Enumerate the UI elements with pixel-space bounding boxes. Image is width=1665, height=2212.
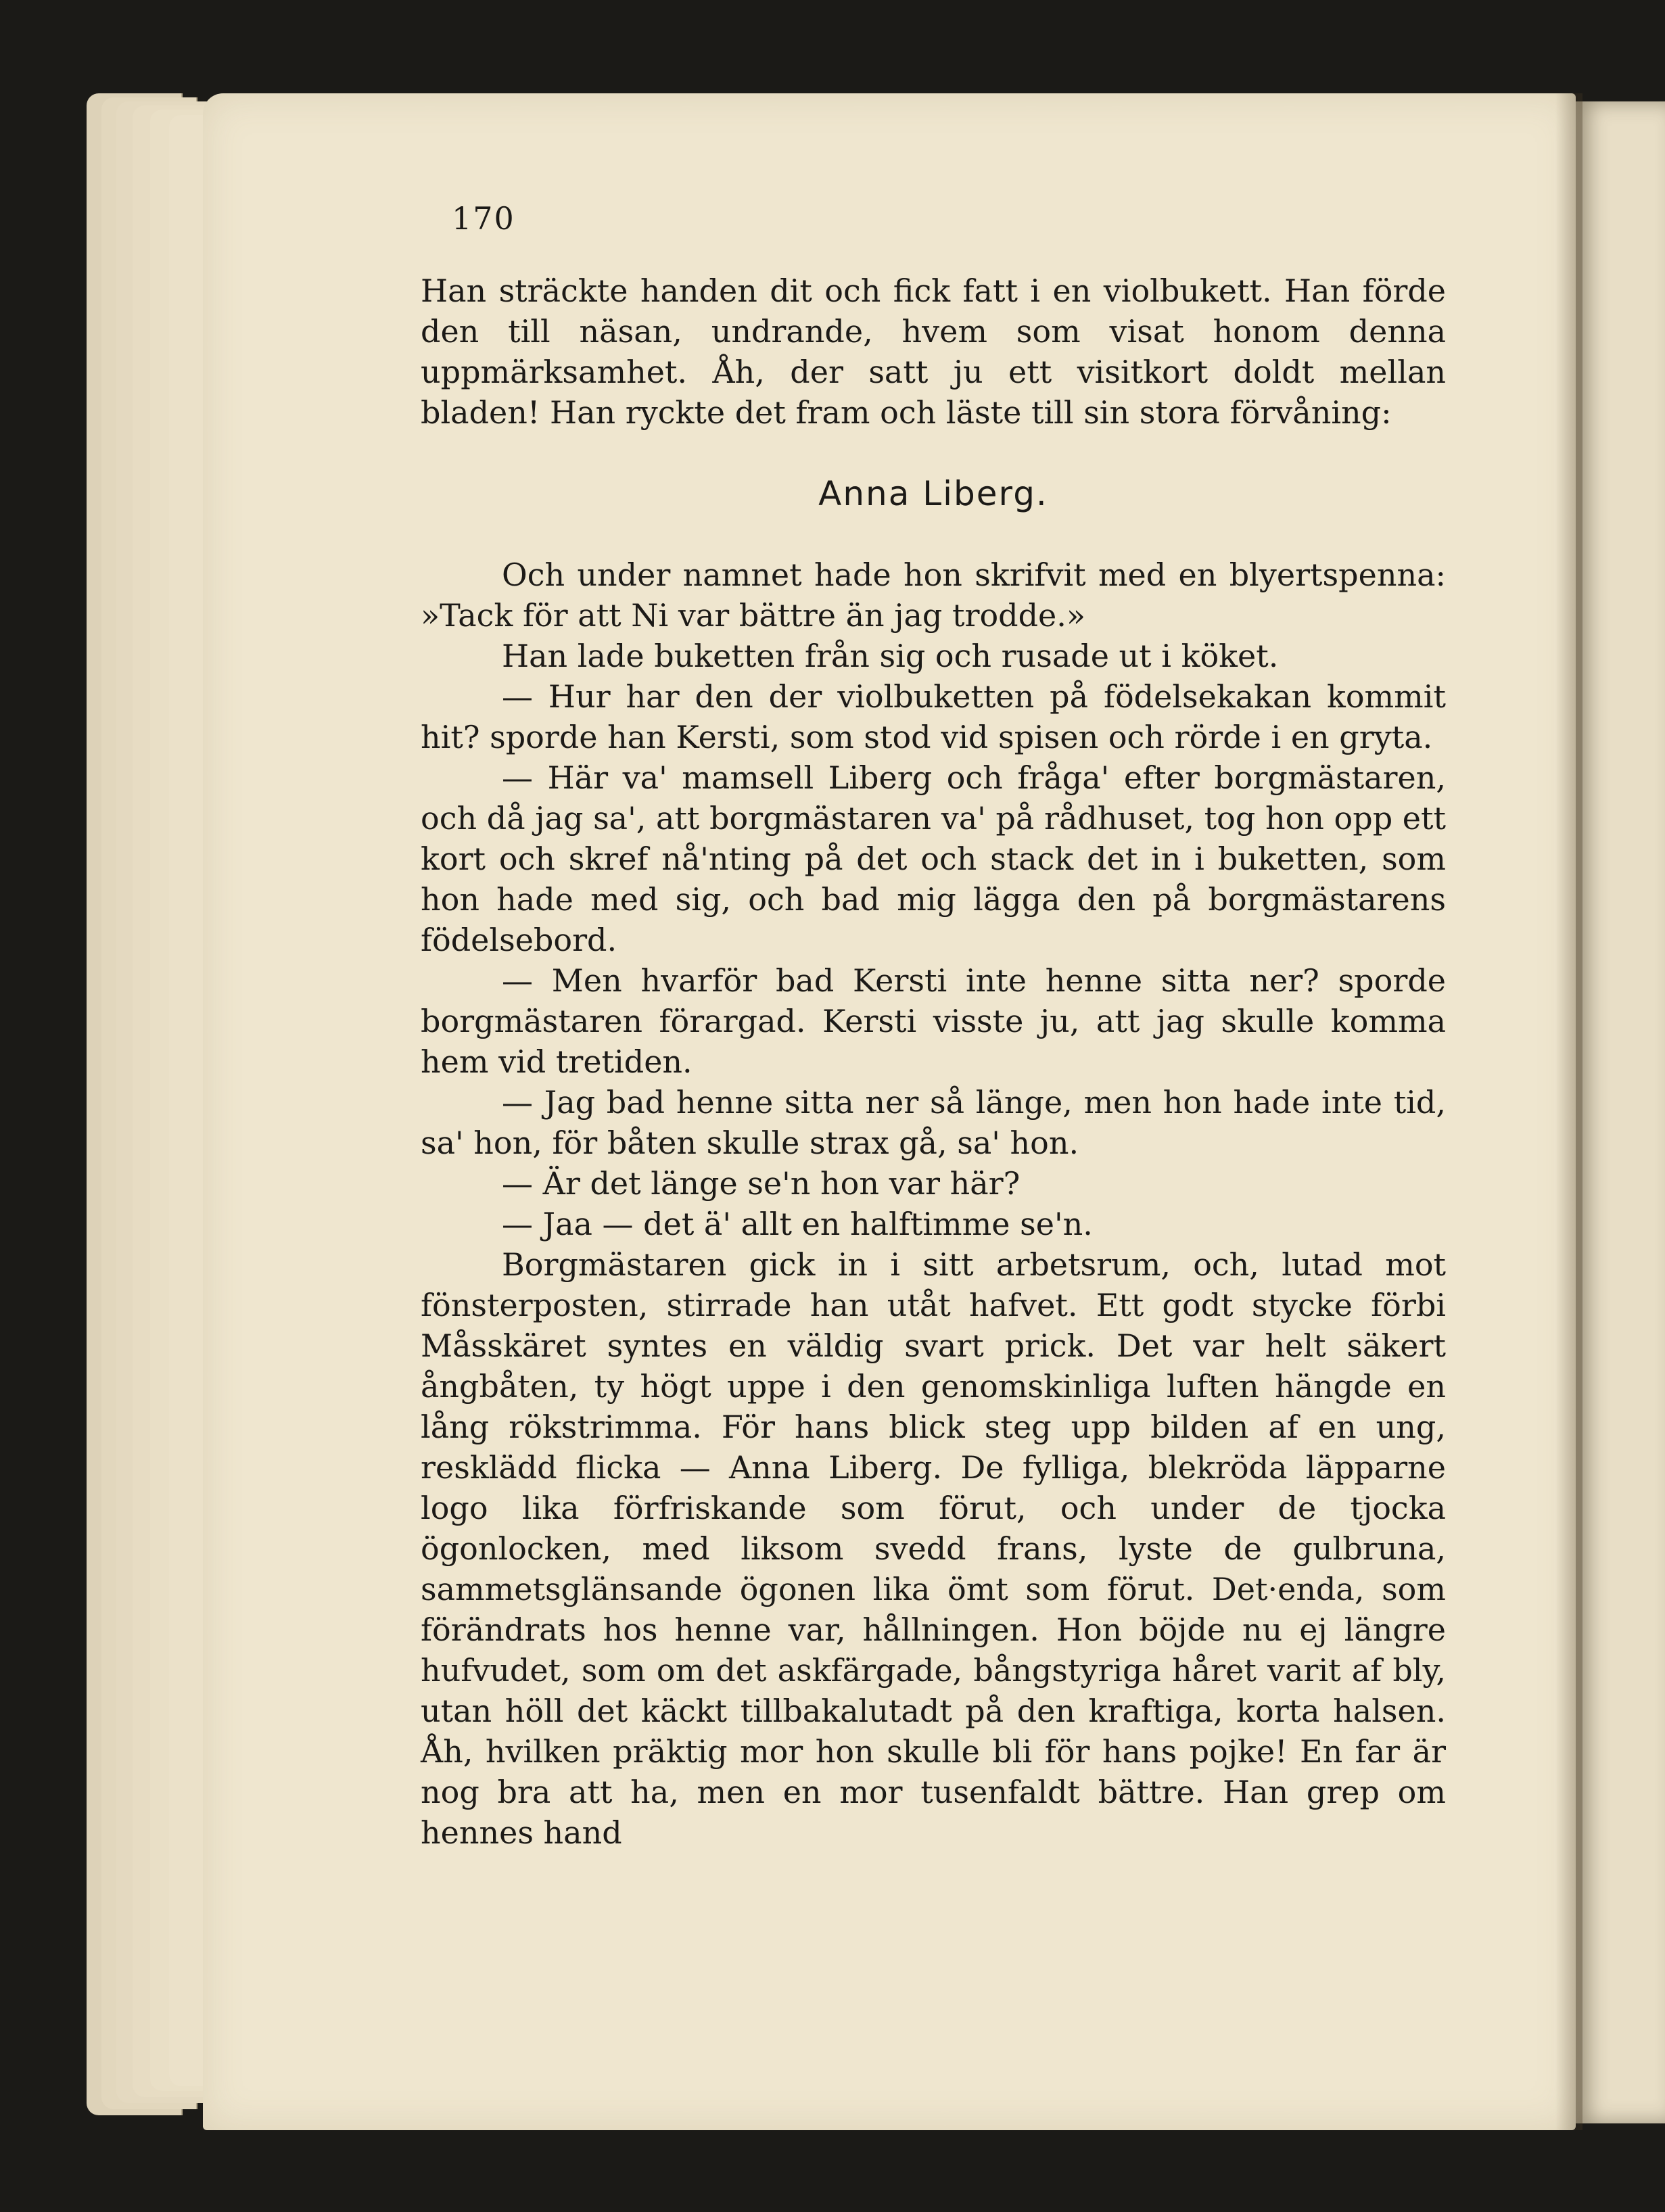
page-body-text (421, 270, 1446, 1853)
paragraph: — Hur har den der violbuketten på födelsekakan kommit hit? sporde han Kersti, som stod vid spisen och rörde i en gryta. (421, 678, 1446, 755)
paragraph: — Jag bad henne sitta ner så länge, men hon hade inte tid, sa' hon, för båten skulle strax gå, sa' hon. (421, 1084, 1446, 1161)
paragraph: Och under namnet hade hon skrifvit med en blyertspenna: »Tack för att Ni var bättre än jag trodde.» (421, 557, 1446, 634)
page-number: 170 (452, 200, 515, 237)
paragraph: — Här va' mamsell Liberg och fråga' efter borgmästaren, och då jag sa', att borgmästaren va' på rådhuset, tog hon opp ett kort och skref nå'nting på det och stack det in i buketten, som hon hade med sig, och bad mig lägga den på borgmästarens födelsebord. (421, 759, 1446, 958)
paragraph: Han lade buketten från sig och rusade ut i köket. (502, 638, 1279, 674)
page-gutter-shadow (1555, 93, 1582, 2130)
facing-page-edge (1576, 101, 1665, 2123)
paragraph: — Jaa — det ä' allt en halftimme se'n. (502, 1206, 1093, 1242)
visiting-card-name: Anna Liberg. (818, 474, 1048, 513)
paragraph: Han sträckte handen dit och fick fatt i en violbukett. Han förde den till näsan, undrande, hvem som visat honom denna uppmärksamhet. Åh, der satt ju ett visitkort doldt mellan bladen! Han ryckte det fram och läste till sin stora förvåning: (421, 273, 1446, 431)
paragraph: Borgmästaren gick in i sitt arbetsrum, och, lutad mot fönsterposten, stirrade han utåt hafvet. Ett godt stycke förbi Måsskäret syntes en väldig svart prick. Det var helt säkert ångbåten, ty högt uppe i den genomskinliga luften hängde en lång rökstrimma. För hans blick steg upp bilden af en ung, resklädd flicka — Anna Liberg. De fylliga, blekröda läpparne logo lika förfriskande som förut, och under de tjocka ögonlocken, med liksom svedd frans, lyste de gulbruna, sammetsglänsande ögonen lika ömt som förut. Det·enda, som förändrats hos henne var, hållningen. Hon böjde nu ej längre hufvudet, som om det askfärgade, bångstyriga håret varit af bly, utan höll det käckt tillbakalutadt på den kraftiga, korta halsen. Åh, hvilken präktig mor hon skulle bli för hans pojke! En far är nog bra att ha, men en mor tusenfaldt bättre. Han grep om hennes hand (421, 1246, 1446, 1851)
paragraph: — Men hvarför bad Kersti inte henne sitta ner? sporde borgmästaren förargad. Kersti visste ju, att jag skulle komma hem vid tretiden. (421, 962, 1446, 1080)
paragraph: — Är det länge se'n hon var här? (502, 1165, 1021, 1202)
